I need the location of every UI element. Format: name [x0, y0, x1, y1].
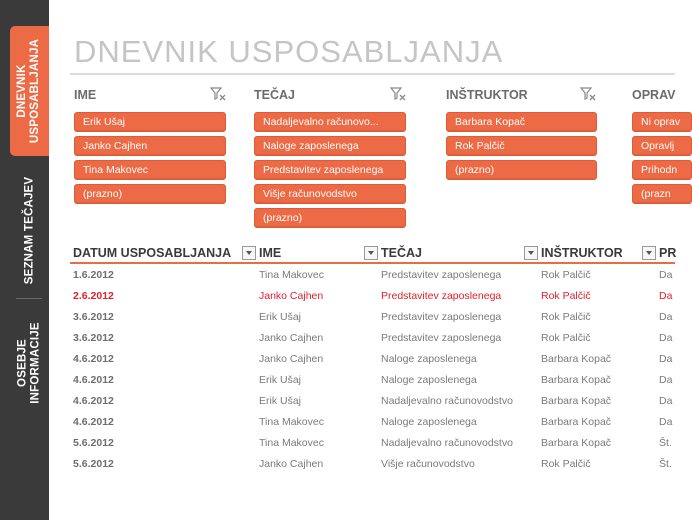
cell-course: Predstavitev zaposlenega — [381, 290, 502, 302]
cell-course: Naloge zaposlenega — [381, 353, 477, 365]
column-header-instruktor: INŠTRUKTOR — [541, 246, 623, 260]
slicer-label: IME — [74, 88, 97, 102]
slicer-header — [628, 84, 675, 106]
table-row[interactable] — [70, 413, 675, 434]
tab-label: OSEBJE INFORMACIJE — [16, 321, 42, 404]
cell-instructor: Barbara Kopač — [541, 437, 612, 449]
cell-name: Janko Cajhen — [259, 332, 324, 344]
cell-course: Naloge zaposlenega — [381, 416, 477, 428]
slicer-item[interactable]: (prazno) — [446, 160, 597, 180]
tab-label: DNEVNIK USPOSABLJANJA — [16, 38, 42, 144]
cell-status: Št. — [659, 458, 672, 470]
dropdown-arrow-icon[interactable] — [242, 246, 256, 260]
cell-name: Tina Makovec — [259, 269, 324, 281]
cell-date: 5.6.2012 — [73, 437, 114, 449]
cell-status: Da — [659, 353, 673, 365]
cell-date: 4.6.2012 — [73, 353, 114, 365]
cell-date: 2.6.2012 — [73, 290, 114, 302]
title-divider — [70, 73, 675, 75]
cell-status: Da — [659, 311, 673, 323]
cell-name: Janko Cajhen — [259, 290, 324, 302]
filter-clear-icon[interactable] — [210, 86, 226, 102]
slicer-opravljeno — [628, 84, 681, 214]
cell-status: Da — [659, 416, 673, 428]
table-row[interactable] — [70, 287, 675, 308]
cell-instructor: Barbara Kopač — [541, 416, 612, 428]
cell-name: Erik Ušaj — [259, 395, 302, 407]
tab-dnevnik-usposabljanja[interactable] — [10, 26, 49, 156]
cell-instructor: Barbara Kopač — [541, 395, 612, 407]
cell-date: 3.6.2012 — [73, 311, 114, 323]
cell-date: 1.6.2012 — [73, 269, 114, 281]
slicer-item[interactable]: Tina Makovec — [74, 160, 226, 180]
cell-instructor: Rok Palčič — [541, 458, 591, 470]
slicer-tecaj — [250, 84, 410, 224]
cell-course: Višje računovodstvo — [381, 458, 475, 470]
slicer-item[interactable]: Naloge zaposlenega — [254, 136, 406, 156]
column-header-tecaj: TEČAJ — [381, 246, 422, 260]
table-row[interactable] — [70, 455, 675, 476]
cell-date: 4.6.2012 — [73, 416, 114, 428]
sidebar-divider — [16, 298, 42, 299]
slicer-label: OPRAV — [632, 88, 676, 102]
cell-name: Janko Cajhen — [259, 458, 324, 470]
filter-clear-icon[interactable] — [390, 86, 406, 102]
cell-instructor: Rok Palčič — [541, 332, 591, 344]
slicer-label: TEČAJ — [254, 88, 295, 102]
cell-status: Da — [659, 395, 673, 407]
table-row[interactable] — [70, 350, 675, 371]
slicer-header — [250, 84, 410, 106]
table-row[interactable] — [70, 308, 675, 329]
cell-name: Erik Ušaj — [259, 311, 302, 323]
cell-course: Predstavitev zaposlenega — [381, 269, 502, 281]
slicer-item[interactable]: (prazno) — [254, 208, 406, 228]
dropdown-arrow-icon[interactable] — [364, 246, 378, 260]
cell-course: Nadaljevalno računovodstvo — [381, 437, 513, 449]
column-header-pr: PR — [659, 246, 677, 260]
cell-name: Tina Makovec — [259, 416, 324, 428]
slicer-item[interactable]: Erik Ušaj — [74, 112, 226, 132]
dropdown-arrow-icon[interactable] — [642, 246, 656, 260]
column-header-ime: IME — [259, 246, 282, 260]
cell-instructor: Barbara Kopač — [541, 374, 612, 386]
slicer-item[interactable]: Prihodn — [632, 160, 692, 180]
cell-date: 3.6.2012 — [73, 332, 114, 344]
cell-date: 4.6.2012 — [73, 374, 114, 386]
table-header-divider — [70, 262, 675, 264]
table-header — [70, 244, 675, 264]
filter-clear-icon[interactable] — [580, 86, 596, 102]
slicer-item[interactable]: Barbara Kopač — [446, 112, 597, 132]
tab-seznam-tecajev[interactable] — [10, 168, 49, 293]
cell-date: 4.6.2012 — [73, 395, 114, 407]
dropdown-arrow-icon[interactable] — [524, 246, 538, 260]
column-header-datum: DATUM USPOSABLJANJA — [73, 246, 232, 260]
table-row[interactable] — [70, 266, 675, 287]
slicer-item[interactable]: (prazno) — [74, 184, 226, 204]
cell-status: Da — [659, 290, 673, 302]
cell-date: 5.6.2012 — [73, 458, 114, 470]
slicer-label: INŠTRUKTOR — [446, 88, 528, 102]
cell-instructor: Barbara Kopač — [541, 353, 612, 365]
table-row[interactable] — [70, 371, 675, 392]
slicer-header — [442, 84, 602, 106]
slicer-item[interactable]: Rok Palčič — [446, 136, 597, 156]
sidebar — [0, 0, 49, 520]
slicer-item[interactable]: Opravlj — [632, 136, 692, 156]
slicer-item[interactable]: Nadaljevalno računovo... — [254, 112, 406, 132]
page-title: DNEVNIK USPOSABLJANJA — [74, 34, 504, 69]
slicer-item[interactable]: Predstavitev zaposlenega — [254, 160, 406, 180]
cell-instructor: Rok Palčič — [541, 311, 591, 323]
slicer-item[interactable]: Janko Cajhen — [74, 136, 226, 156]
cell-instructor: Rok Palčič — [541, 269, 591, 281]
cell-course: Predstavitev zaposlenega — [381, 311, 502, 323]
slicer-header — [70, 84, 230, 106]
cell-status: Da — [659, 332, 673, 344]
cell-name: Tina Makovec — [259, 437, 324, 449]
cell-name: Erik Ušaj — [259, 374, 302, 386]
slicer-instruktor — [442, 84, 602, 176]
tab-osebje-informacije[interactable] — [10, 305, 49, 420]
slicer-item[interactable]: Višje računovodstvo — [254, 184, 406, 204]
slicer-item[interactable]: Ni oprav — [632, 112, 692, 132]
cell-status: Št. — [659, 437, 672, 449]
cell-course: Nadaljevalno računovodstvo — [381, 395, 513, 407]
cell-name: Janko Cajhen — [259, 353, 324, 365]
slicer-ime — [70, 84, 230, 200]
table-row[interactable] — [70, 329, 675, 350]
cell-instructor: Rok Palčič — [541, 290, 591, 302]
cell-status: Da — [659, 269, 673, 281]
tab-label: SEZNAM TEČAJEV — [23, 176, 35, 285]
cell-course: Predstavitev zaposlenega — [381, 332, 502, 344]
cell-course: Naloge zaposlenega — [381, 374, 477, 386]
table-row[interactable] — [70, 392, 675, 413]
cell-status: Da — [659, 374, 673, 386]
table-row[interactable] — [70, 434, 675, 455]
slicer-item[interactable]: (prazn — [632, 184, 692, 204]
